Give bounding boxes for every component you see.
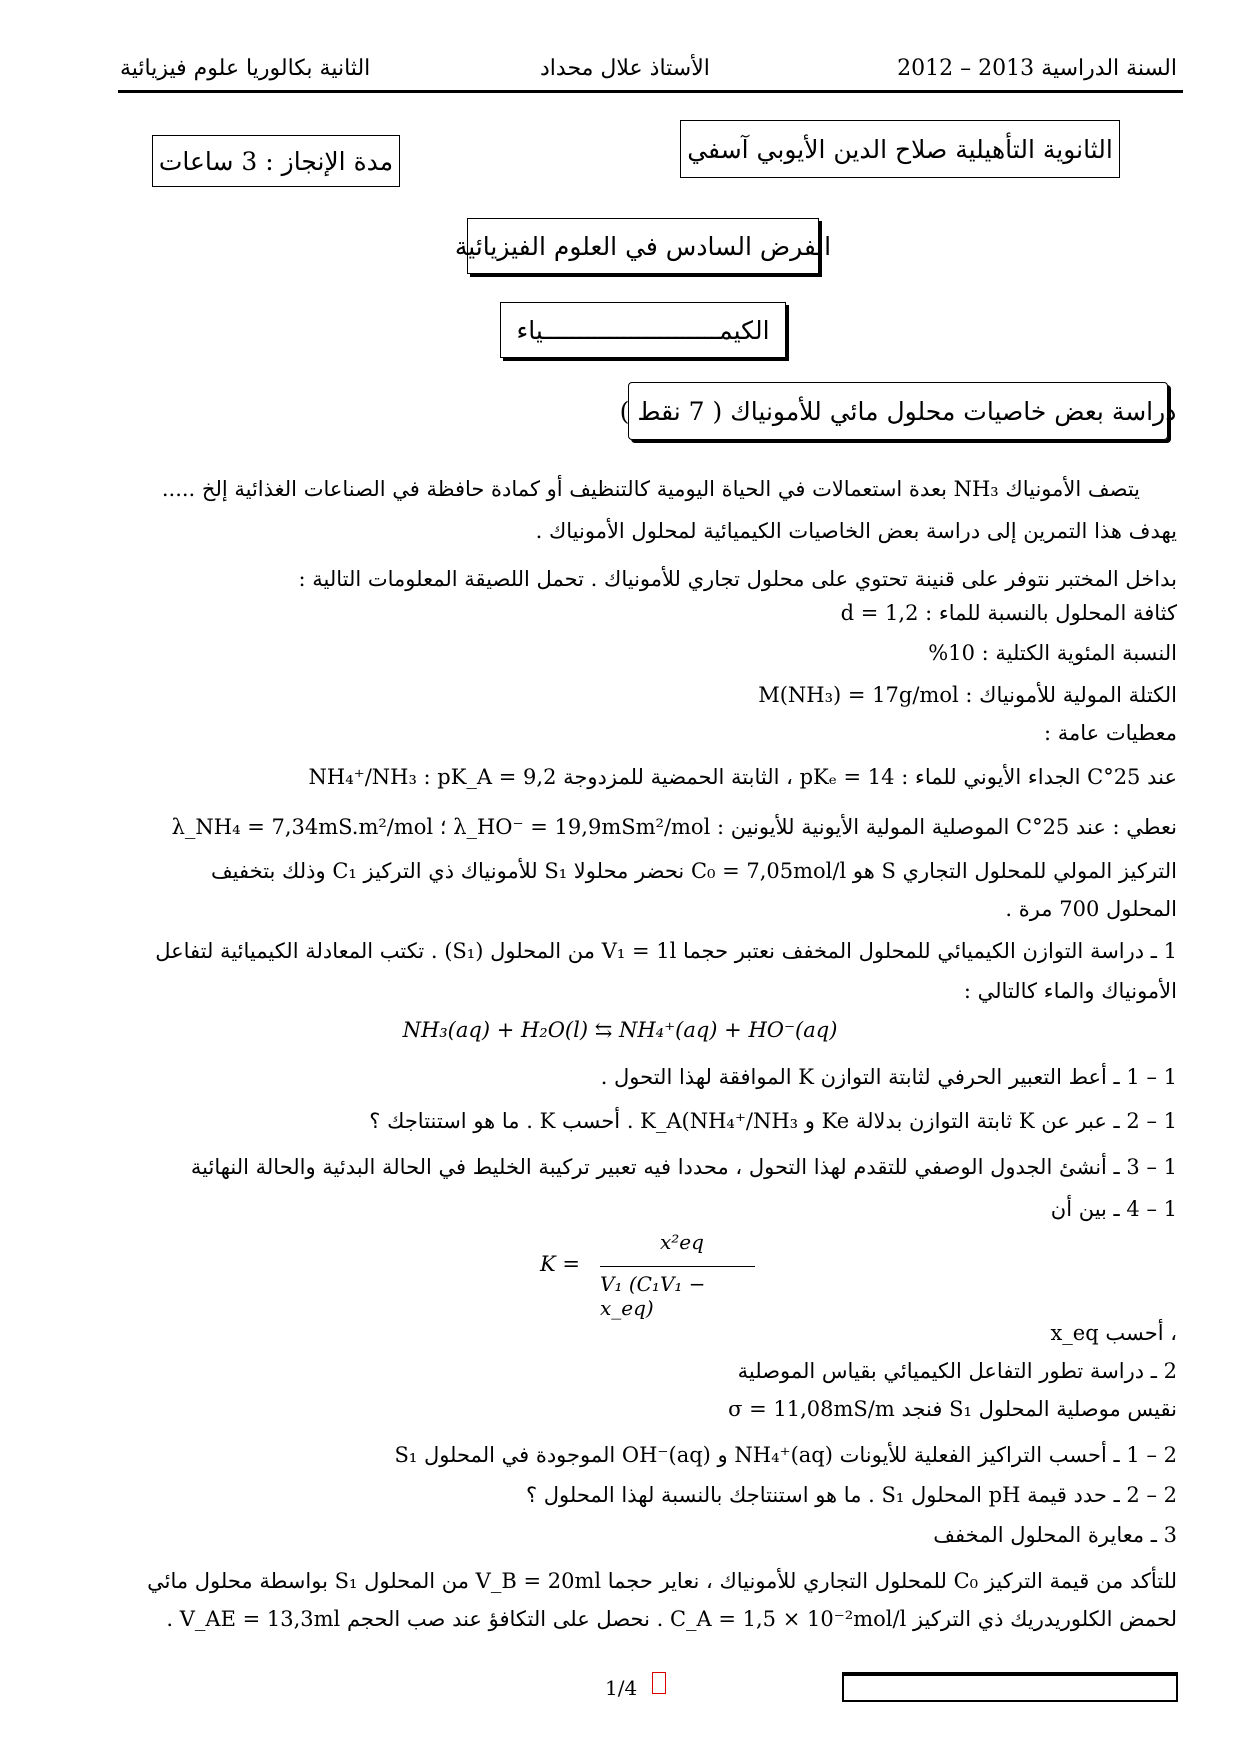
- text-line: عند 25°C الجداء الأيوني للماء : pKₑ = 14 ، الثابتة الحمضية للمزدوجة NH₄⁺/NH₃ : pK_A = 9,2: [308, 765, 1177, 789]
- text-line: ، أحسب x_eq: [1050, 1321, 1177, 1345]
- header-rule: [118, 90, 1183, 93]
- subject-title: الكيمــــــــــــــــــــــــياء: [516, 315, 770, 345]
- page-link-box: [652, 1672, 666, 1694]
- question-2-2: 2 – 2 ـ حدد قيمة pH المحلول S₁ . ما هو استنتاجك بالنسبة لهذا المحلول ؟: [525, 1483, 1177, 1507]
- formula-denominator: V₁ (C₁V₁ − x_eq): [600, 1272, 706, 1320]
- question-1-3: 1 – 3 ـ أنشئ الجدول الوصفي للتقدم لهذا التحول ، محددا فيه تعبير تركيبة الخليط في الحالة البدئية والحالة النهائية: [190, 1155, 1177, 1179]
- page-number: 1/4: [605, 1676, 638, 1700]
- school-box: [680, 120, 1120, 178]
- question-1-4: 1 – 4 ـ بين أن: [1050, 1197, 1177, 1221]
- teacher-name: الأستاذ علال محداد: [540, 56, 710, 81]
- question-2-1: 2 – 1 ـ أحسب التراكيز الفعلية للأيونات NH₄⁺(aq) و OH⁻(aq) الموجودة في المحلول S₁: [394, 1443, 1177, 1467]
- school-year: السنة الدراسية 2013 – 2012: [897, 56, 1177, 81]
- equilibrium-formula: [540, 1230, 760, 1320]
- text-line: يهدف هذا التمرين إلى دراسة بعض الخاصيات الكيميائية لمحلول الأمونياك .: [535, 519, 1177, 543]
- text-line: المحلول 700 مرة .: [1005, 897, 1177, 921]
- text-line: التركيز المولي للمحلول التجاري S هو C₀ = 7,05mol/l نحضر محلولا S₁ للأمونياك ذي التركيز C₁ وذلك بتخفيف: [210, 859, 1177, 883]
- formula-numerator: x²eq: [660, 1230, 704, 1254]
- question-1-2: 1 – 2 ـ عبر عن K ثابتة التوازن بدلالة Ke و K_A(NH₄⁺/NH₃ . أحسب K . ما هو استنتاجك ؟: [369, 1109, 1177, 1133]
- exam-title-box: [454, 218, 832, 274]
- text-line: 1 ـ دراسة التوازن الكيميائي للمحلول المخفف نعتبر حجما V₁ = 1l من المحلول (S₁) . تكتب المعادلة الكيميائية لتفاعل: [155, 939, 1177, 963]
- text-line: الكتلة المولية للأمونياك : M(NH₃) = 17g/mol: [758, 683, 1177, 707]
- formula-lhs: K =: [540, 1252, 580, 1276]
- duration-box: [152, 135, 400, 187]
- text-line: النسبة المئوية الكتلية : 10%: [928, 641, 1177, 665]
- school-name: الثانوية التأهيلية صلاح الدين الأيوبي آسفي: [687, 134, 1113, 164]
- text-line: لحمض الكلوريدريك ذي التركيز C_A = 1,5 × 10⁻²mol/l . نحصل على التكافؤ عند صب الحجم V_AE = 13,3ml .: [166, 1607, 1177, 1631]
- exercise-title-box: [619, 382, 1177, 440]
- page-total[interactable]: 4: [624, 1676, 638, 1700]
- text-line: للتأكد من قيمة التركيز C₀ للمحلول التجاري للأمونياك ، نعاير حجما V_B = 20ml من المحلول S₁ بواسطة محلول مائي: [147, 1569, 1177, 1593]
- class-level: الثانية بكالوريا علوم فيزيائية: [120, 56, 371, 81]
- footer-box: [842, 1672, 1178, 1702]
- subject-box: [500, 302, 786, 358]
- text-line: يتصف الأمونياك NH₃ بعدة استعمالات في الحياة اليومية كالتنظيف أو كمادة حافظة في الصناعات الغذائية إلخ .....: [161, 477, 1140, 501]
- text-line: كثافة المحلول بالنسبة للماء : d = 1,2: [840, 601, 1177, 625]
- question-1-1: 1 – 1 ـ أعط التعبير الحرفي لثابتة التوازن K الموافقة لهذا التحول .: [600, 1065, 1177, 1089]
- page-current: 1: [605, 1676, 618, 1700]
- text-line: بداخل المختبر نتوفر على قنينة تحتوي على محلول تجاري للأمونياك . تحمل اللصيقة المعلومات التالية :: [298, 567, 1177, 591]
- fraction-bar: [600, 1266, 755, 1267]
- duration: مدة الإنجاز : 3 ساعات: [158, 146, 394, 176]
- text-line: معطيات عامة :: [1044, 721, 1177, 745]
- text-line: الأمونياك والماء كالتالي :: [963, 979, 1177, 1003]
- reaction-equation: NH₃(aq) + H₂O(l) ⇆ NH₄⁺(aq) + HO⁻(aq): [402, 1018, 838, 1042]
- section-3-title: 3 ـ معايرة المحلول المخفف: [933, 1523, 1177, 1547]
- text-line: نعطي : عند 25°C الموصلية المولية الأيونية للأيونين : λ_HO⁻ = 19,9mSm²/mol ؛ λ_NH₄ = 7,34mS.m²/mol: [171, 815, 1177, 839]
- section-2-title: 2 ـ دراسة تطور التفاعل الكيميائي بقياس الموصلية: [737, 1359, 1177, 1383]
- exam-title: الفرض السادس في العلوم الفيزيائية: [454, 231, 832, 261]
- exercise-title: دراسة بعض خاصيات محلول مائي للأمونياك ( 7 نقط ): [619, 396, 1177, 426]
- text-line: نقيس موصلية المحلول S₁ فنجد σ = 11,08mS/m: [728, 1397, 1177, 1421]
